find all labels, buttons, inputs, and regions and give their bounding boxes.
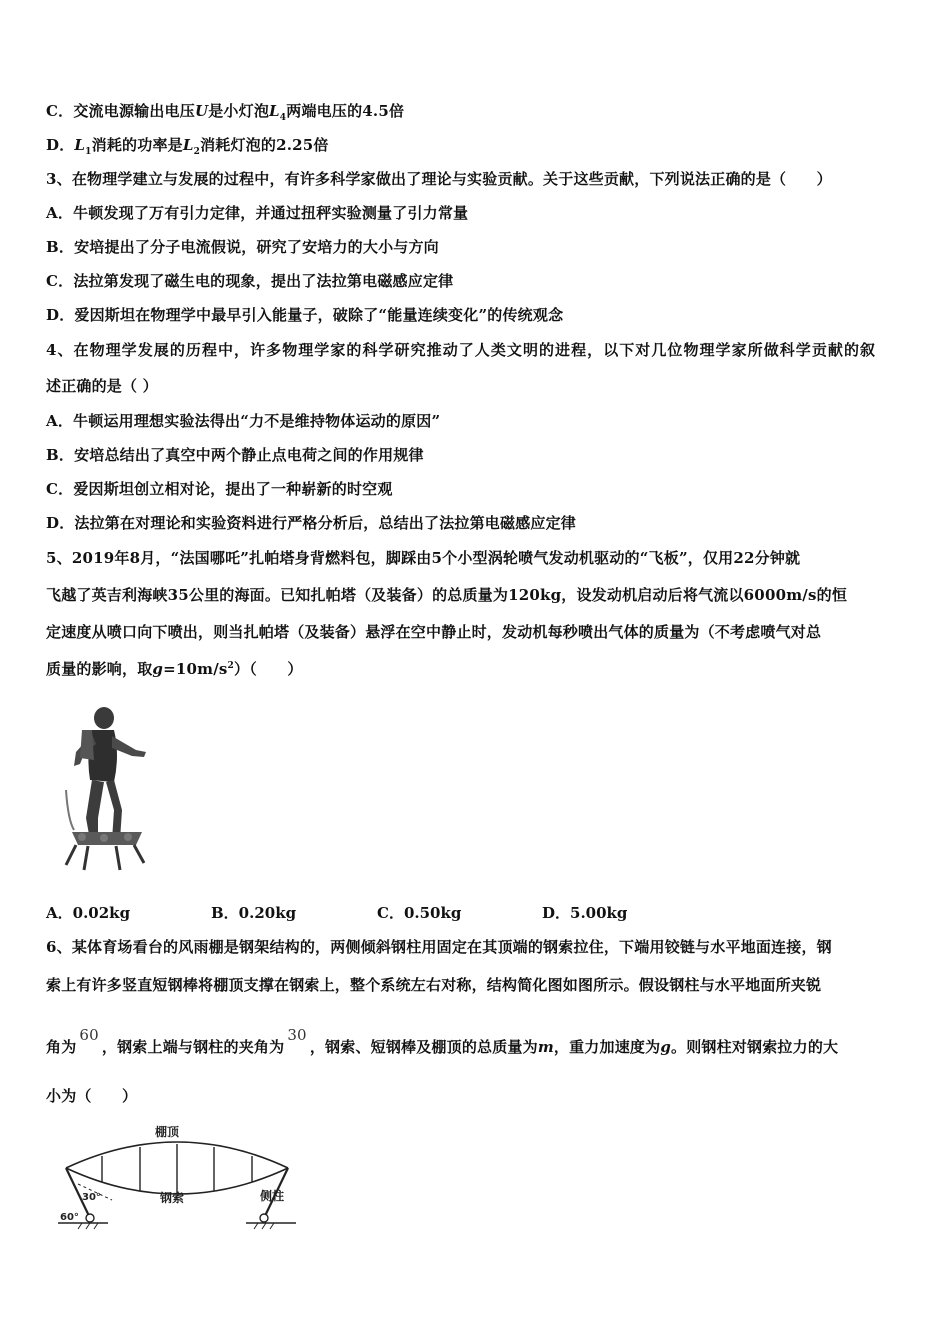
- sub-1: 1: [85, 147, 92, 157]
- q6-line2: 索上有许多竖直短钢棒将棚顶支撑在钢索上，整个系统左右对称，结构简化图如图所示。假设钢柱与水平地面所夹锐: [46, 976, 822, 994]
- q2-option-d: [46, 135, 329, 155]
- q5-line4-pre: 质量的影响，取: [46, 660, 153, 678]
- label-60-deg: 60°: [60, 1212, 79, 1223]
- var-l4: L: [269, 102, 280, 120]
- label-30-deg: 30°: [82, 1192, 101, 1203]
- q5-option-a: A．0.02kg: [46, 904, 131, 922]
- q5-g-value: =10m/s: [163, 660, 228, 678]
- q6-line1: 6、某体育场看台的风雨棚是钢架结构的，两侧倾斜钢柱用固定在其顶端的钢索拉住，下端用铰链与水平地面连接，钢: [46, 938, 832, 956]
- q6-line4: 小为（ ）: [46, 1087, 138, 1105]
- q2-option-c-mid: 是小灯泡: [208, 102, 270, 120]
- q3-option-b: B．安培提出了分子电流假说，研究了安培力的大小与方向: [46, 238, 439, 256]
- q3-stem: 3、在物理学建立与发展的过程中，有许多科学家做出了理论与实验贡献。关于这些贡献，下列说法正确的是（ ）: [46, 170, 832, 188]
- angle-30: 30: [287, 1026, 307, 1044]
- sub-2: 2: [193, 147, 201, 157]
- var-l1: L: [74, 136, 86, 154]
- label-cable: 钢索: [160, 1191, 185, 1205]
- canopy-structure-diagram: [52, 1120, 302, 1232]
- q5-line2: 飞越了英吉利海峡35公里的海面。已知扎帕塔（及装备）的总质量为120kg，设发动机启动后将气流以6000m/s的恒: [46, 586, 848, 604]
- q5-exponent: 2: [227, 661, 235, 671]
- q2-option-c: [46, 101, 404, 121]
- q2-option-d-mid: 消耗的功率是: [91, 136, 183, 154]
- q6-line3-c: ，钢索、短钢棒及棚顶的总质量为: [309, 1038, 538, 1056]
- q4-option-c: C．爱因斯坦创立相对论，提出了一种崭新的时空观: [46, 480, 393, 498]
- q6-line3-e: 。则钢柱对钢索拉力的大: [671, 1038, 839, 1056]
- q5-line4-post: ）（ ）: [234, 660, 303, 678]
- label-roof: 棚顶: [155, 1125, 180, 1139]
- q5-option-d: D．5.00kg: [542, 904, 628, 922]
- var-l2: L: [182, 136, 194, 154]
- q5-option-b: B．0.20kg: [211, 904, 297, 922]
- q4-option-d: D．法拉第在对理论和实验资料进行严格分析后，总结出了法拉第电磁感应定律: [46, 514, 577, 532]
- q5-option-c: C．0.50kg: [377, 904, 462, 922]
- sub-4: 4: [279, 113, 287, 123]
- q2-option-d-post: 消耗灯泡的2.25倍: [200, 136, 329, 154]
- q5-line3: 定速度从喷口向下喷出，则当扎帕塔（及装备）悬浮在空中静止时，发动机每秒喷出气体的质量为（不考虑喷气对总: [46, 623, 822, 641]
- q4-stem-line2: 述正确的是（ ）: [46, 377, 158, 395]
- q4-option-a: A．牛顿运用理想实验法得出“力不是维持物体运动的原因”: [46, 412, 441, 430]
- q3-option-d: D．爱因斯坦在物理学中最早引入能量子，破除了“能量连续变化”的传统观念: [46, 306, 564, 324]
- var-u: U: [194, 102, 209, 120]
- q2-option-d-pre: D．: [46, 136, 75, 154]
- var-g: g: [152, 660, 164, 678]
- q5-line4: [46, 659, 303, 679]
- angle-60: 60: [79, 1026, 99, 1044]
- flyboard-rider-icon: [52, 700, 162, 875]
- label-pillar: 侧柱: [260, 1189, 285, 1203]
- q2-option-c-text: C．交流电源输出电压: [46, 102, 195, 120]
- q3-option-c: C．法拉第发现了磁生电的现象，提出了法拉第电磁感应定律: [46, 272, 454, 290]
- q4-stem-line1: 4、在物理学发展的历程中，许多物理学家的科学研究推动了人类文明的进程，以下对几位物理学家所做科学贡献的叙: [46, 341, 877, 359]
- q3-option-a: A．牛顿发现了万有引力定律，并通过扭秤实验测量了引力常量: [46, 204, 469, 222]
- canopy-diagram: [52, 1120, 302, 1232]
- q4-option-b: B．安培总结出了真空中两个静止点电荷之间的作用规律: [46, 446, 424, 464]
- q5-line1: 5、2019年8月，“法国哪吒”扎帕塔身背燃料包，脚踩由5个小型涡轮喷气发动机驱动的“飞板”，仅用22分钟就: [46, 549, 801, 567]
- q6-line3-d: ，重力加速度为: [553, 1038, 661, 1056]
- var-g6: g: [660, 1038, 672, 1056]
- q6-line3: [46, 1026, 839, 1057]
- q6-line3-b: ，钢索上端与钢柱的夹角为: [101, 1038, 285, 1056]
- q6-line3-a: 角为: [46, 1038, 77, 1056]
- var-m: m: [537, 1038, 554, 1056]
- q2-option-c-post: 两端电压的4.5倍: [286, 102, 405, 120]
- flyboard-photo: [52, 700, 162, 875]
